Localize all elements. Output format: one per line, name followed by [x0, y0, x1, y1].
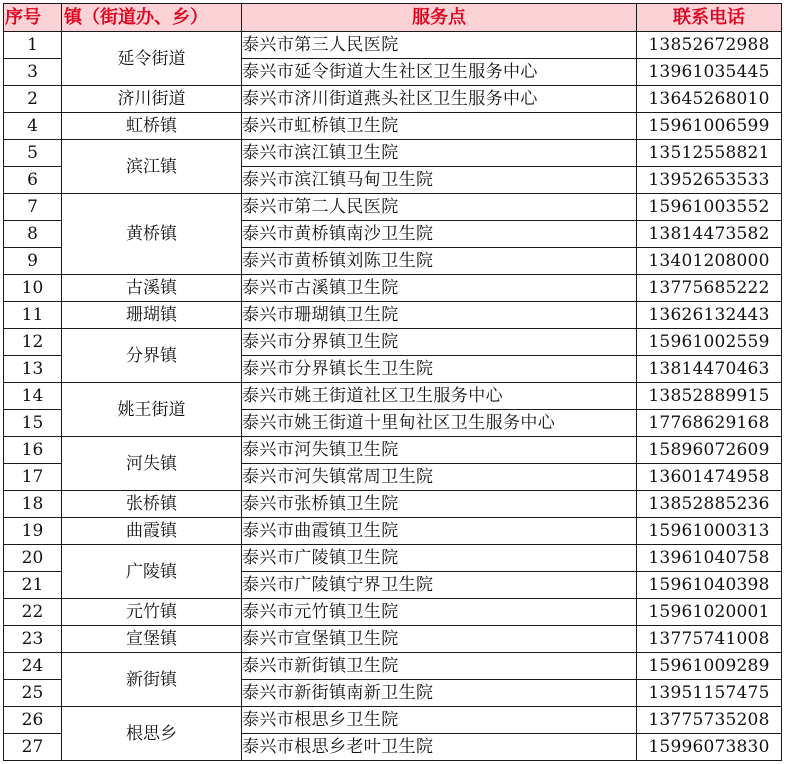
service-point-name: 泰兴市根思乡卫生院 — [242, 707, 637, 734]
table-row — [4, 707, 782, 734]
row-number: 18 — [4, 491, 62, 518]
contact-phone: 13814473582 — [637, 221, 782, 248]
contact-phone: 15961040398 — [637, 572, 782, 599]
contact-phone: 13951157475 — [637, 680, 782, 707]
town-name: 黄桥镇 — [62, 194, 242, 275]
contact-phone: 13775741008 — [637, 626, 782, 653]
service-point-name: 泰兴市珊瑚镇卫生院 — [242, 302, 637, 329]
row-number: 1 — [4, 32, 62, 59]
header-number: 序号 — [4, 4, 62, 32]
town-name: 济川街道 — [62, 86, 242, 113]
town-name: 根思乡 — [62, 707, 242, 761]
contact-phone: 13852672988 — [637, 32, 782, 59]
table-row — [4, 383, 782, 410]
town-name: 姚王街道 — [62, 383, 242, 437]
contact-phone: 15961006599 — [637, 113, 782, 140]
contact-phone: 15896072609 — [637, 437, 782, 464]
service-point-name: 泰兴市第二人民医院 — [242, 194, 637, 221]
row-number: 7 — [4, 194, 62, 221]
row-number: 26 — [4, 707, 62, 734]
row-number: 27 — [4, 734, 62, 761]
table-row — [4, 140, 782, 167]
town-name: 滨江镇 — [62, 140, 242, 194]
service-point-name: 泰兴市黄桥镇刘陈卫生院 — [242, 248, 637, 275]
service-point-name: 泰兴市分界镇卫生院 — [242, 329, 637, 356]
service-point-name: 泰兴市济川街道燕头社区卫生服务中心 — [242, 86, 637, 113]
table-row — [4, 599, 782, 626]
row-number: 5 — [4, 140, 62, 167]
contact-phone: 15961000313 — [637, 518, 782, 545]
service-point-name: 泰兴市第三人民医院 — [242, 32, 637, 59]
contact-phone: 15996073830 — [637, 734, 782, 761]
contact-phone: 13961040758 — [637, 545, 782, 572]
service-point-name: 泰兴市古溪镇卫生院 — [242, 275, 637, 302]
service-point-table — [3, 3, 782, 761]
table-row — [4, 32, 782, 59]
town-name: 虹桥镇 — [62, 113, 242, 140]
row-number: 16 — [4, 437, 62, 464]
service-point-name: 泰兴市新街镇南新卫生院 — [242, 680, 637, 707]
town-name: 新街镇 — [62, 653, 242, 707]
contact-phone: 13814470463 — [637, 356, 782, 383]
table-row — [4, 626, 782, 653]
town-name: 分界镇 — [62, 329, 242, 383]
town-name: 广陵镇 — [62, 545, 242, 599]
row-number: 21 — [4, 572, 62, 599]
contact-phone: 15961003552 — [637, 194, 782, 221]
header-service-point: 服务点 — [242, 4, 637, 32]
row-number: 6 — [4, 167, 62, 194]
service-point-name: 泰兴市滨江镇马甸卫生院 — [242, 167, 637, 194]
contact-phone: 13775685222 — [637, 275, 782, 302]
service-point-name: 泰兴市张桥镇卫生院 — [242, 491, 637, 518]
row-number: 19 — [4, 518, 62, 545]
row-number: 3 — [4, 59, 62, 86]
table-row — [4, 275, 782, 302]
service-point-name: 泰兴市广陵镇宁界卫生院 — [242, 572, 637, 599]
table-row — [4, 113, 782, 140]
service-point-name: 泰兴市滨江镇卫生院 — [242, 140, 637, 167]
row-number: 25 — [4, 680, 62, 707]
service-point-name: 泰兴市广陵镇卫生院 — [242, 545, 637, 572]
contact-phone: 17768629168 — [637, 410, 782, 437]
contact-phone: 13645268010 — [637, 86, 782, 113]
row-number: 12 — [4, 329, 62, 356]
service-point-name: 泰兴市姚王街道十里甸社区卫生服务中心 — [242, 410, 637, 437]
row-number: 13 — [4, 356, 62, 383]
table-row — [4, 545, 782, 572]
contact-phone: 13775735208 — [637, 707, 782, 734]
contact-phone: 15961002559 — [637, 329, 782, 356]
row-number: 22 — [4, 599, 62, 626]
contact-phone: 13401208000 — [637, 248, 782, 275]
contact-phone: 13626132443 — [637, 302, 782, 329]
row-number: 15 — [4, 410, 62, 437]
table-body — [4, 32, 782, 761]
row-number: 4 — [4, 113, 62, 140]
contact-phone: 15961020001 — [637, 599, 782, 626]
service-point-name: 泰兴市新街镇卫生院 — [242, 653, 637, 680]
contact-phone: 13852885236 — [637, 491, 782, 518]
town-name: 宣堡镇 — [62, 626, 242, 653]
service-point-name: 泰兴市虹桥镇卫生院 — [242, 113, 637, 140]
town-name: 元竹镇 — [62, 599, 242, 626]
table-row — [4, 329, 782, 356]
table-row — [4, 194, 782, 221]
service-point-name: 泰兴市元竹镇卫生院 — [242, 599, 637, 626]
contact-phone: 13952653533 — [637, 167, 782, 194]
row-number: 8 — [4, 221, 62, 248]
table-row — [4, 86, 782, 113]
table-header — [4, 4, 782, 32]
contact-phone: 13601474958 — [637, 464, 782, 491]
table-row — [4, 437, 782, 464]
contact-phone: 13512558821 — [637, 140, 782, 167]
town-name: 延令街道 — [62, 32, 242, 86]
service-point-name: 泰兴市延令街道大生社区卫生服务中心 — [242, 59, 637, 86]
contact-phone: 15961009289 — [637, 653, 782, 680]
service-point-name: 泰兴市根思乡老叶卫生院 — [242, 734, 637, 761]
town-name: 古溪镇 — [62, 275, 242, 302]
row-number: 23 — [4, 626, 62, 653]
service-point-name: 泰兴市河失镇常周卫生院 — [242, 464, 637, 491]
table-row — [4, 653, 782, 680]
header-row — [4, 4, 782, 32]
row-number: 11 — [4, 302, 62, 329]
row-number: 24 — [4, 653, 62, 680]
service-point-name: 泰兴市河失镇卫生院 — [242, 437, 637, 464]
row-number: 20 — [4, 545, 62, 572]
row-number: 10 — [4, 275, 62, 302]
service-point-name: 泰兴市分界镇长生卫生院 — [242, 356, 637, 383]
service-point-name: 泰兴市姚王街道社区卫生服务中心 — [242, 383, 637, 410]
header-phone: 联系电话 — [637, 4, 782, 32]
header-town: 镇（街道办、乡） — [62, 4, 242, 32]
table-row — [4, 491, 782, 518]
contact-phone: 13852889915 — [637, 383, 782, 410]
town-name: 珊瑚镇 — [62, 302, 242, 329]
row-number: 17 — [4, 464, 62, 491]
table-row — [4, 302, 782, 329]
town-name: 张桥镇 — [62, 491, 242, 518]
row-number: 14 — [4, 383, 62, 410]
town-name: 曲霞镇 — [62, 518, 242, 545]
row-number: 2 — [4, 86, 62, 113]
table-row — [4, 518, 782, 545]
contact-phone: 13961035445 — [637, 59, 782, 86]
service-point-name: 泰兴市黄桥镇南沙卫生院 — [242, 221, 637, 248]
row-number: 9 — [4, 248, 62, 275]
service-point-name: 泰兴市宣堡镇卫生院 — [242, 626, 637, 653]
service-point-name: 泰兴市曲霞镇卫生院 — [242, 518, 637, 545]
town-name: 河失镇 — [62, 437, 242, 491]
